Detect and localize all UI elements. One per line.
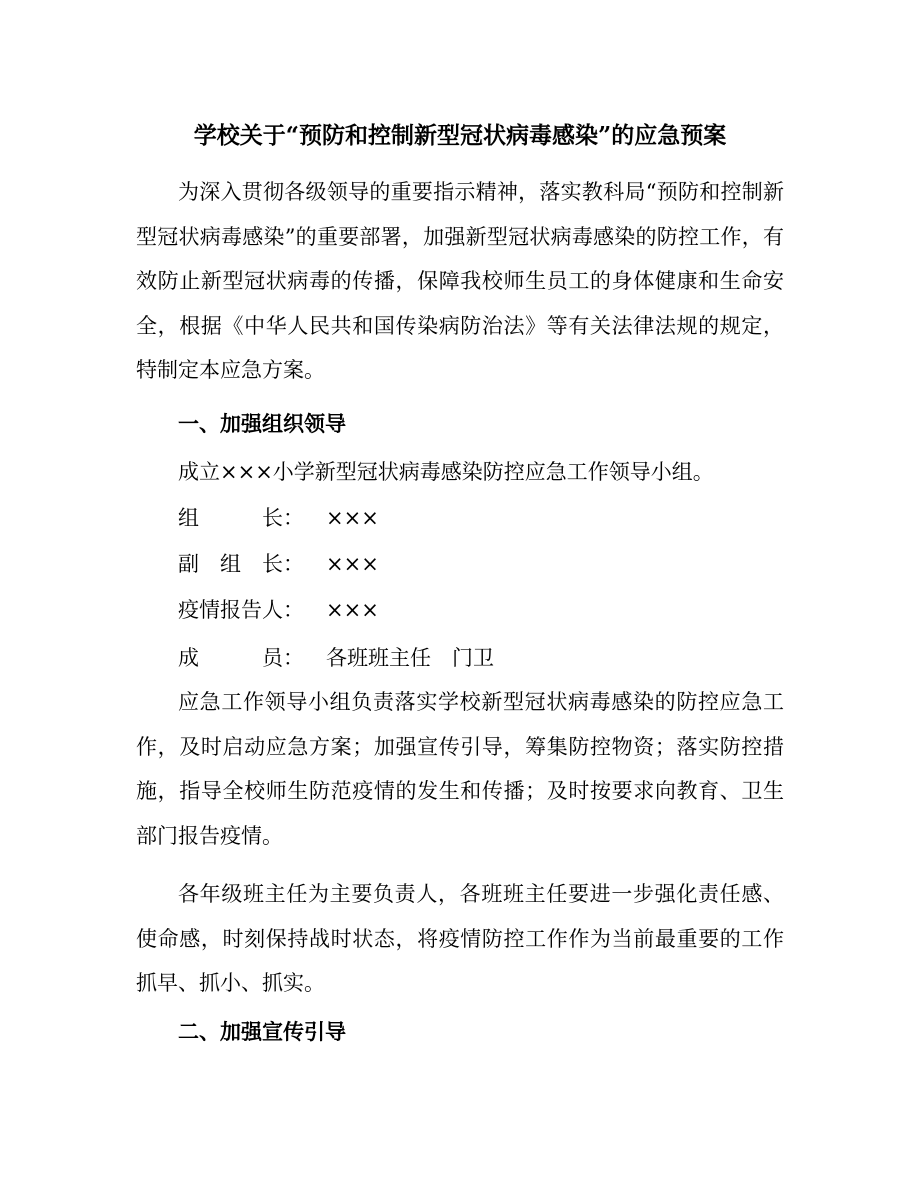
role-label: 组 长： (178, 506, 304, 530)
role-label: 疫情报告人： (178, 598, 304, 622)
intro-paragraph: 为深入贯彻各级领导的重要指示精神，落实教科局“预防和控制新型冠状病毒感染”的重要部署，加强新型冠状病毒感染的防控工作，有效防止新型冠状病毒的传播，保障我校师生员工的身体健康和生命安全，根据《中华人民共和国传染病防治法》等有关法律法规的规定，特制定本应急方案。 (136, 180, 784, 382)
role-value: ××× (326, 506, 379, 530)
class-teacher-duty-paragraph: 各年级班主任为主要负责人，各班班主任要进一步强化责任感、使命感，时刻保持战时状态，将疫情防控工作作为当前最重要的工作抓早、抓小、抓实。 (136, 882, 784, 995)
role-value: ××× (326, 552, 379, 576)
role-value: ××× (326, 598, 379, 622)
leadership-duty-paragraph: 应急工作领导小组负责落实学校新型冠状病毒感染的防控应急工作，及时启动应急方案；加强宣传引导，筹集防控物资；落实防控措施，指导全校师生防范疫情的发生和传播；及时按要求向教育、卫生部门报告疫情。 (136, 690, 784, 848)
role-value: 各班班主任 门卫 (326, 646, 494, 670)
document-title: 学校关于“预防和控制新型冠状病毒感染”的应急预案 (193, 122, 727, 149)
role-label: 成 员： (178, 646, 304, 670)
section-heading-publicity: 二、加强宣传引导 (178, 1019, 346, 1044)
establish-group-line: 成立×××小学新型冠状病毒感染防控应急工作领导小组。 (178, 460, 714, 484)
section-heading-organization: 一、加强组织领导 (178, 411, 346, 436)
role-label: 副 组 长： (178, 552, 304, 576)
